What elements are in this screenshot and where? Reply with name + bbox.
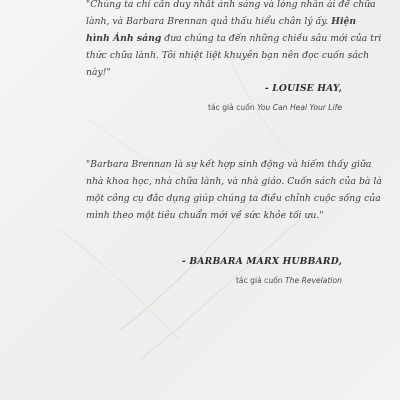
source1-title: You Can Heal Your Life bbox=[257, 103, 342, 112]
author-barbara-marx-hubbard: - BARBARA MARX HUBBARD, bbox=[181, 256, 342, 267]
source1-prefix: tác giả cuốn bbox=[208, 103, 258, 112]
source2-title: The Revelation bbox=[285, 276, 342, 285]
quote1-text-part2: đưa chúng ta đến những chiều sâu mới của tri thức chữa lành. Tôi nhiệt liệt khuyên bạn nên đọc cuốn sách này!" bbox=[86, 33, 382, 78]
book-title-highlight: Hiện hình Ánh sáng bbox=[86, 16, 357, 44]
author-louise-hay: - LOUISE HAY, bbox=[264, 83, 342, 94]
source2-prefix: tác giả cuốn bbox=[235, 276, 286, 285]
quote-louise-hay bbox=[86, 0, 382, 81]
quote-barbara-marx-hubbard: "Barbara Brennan là sự kết hợp sinh động và hiếm thấy giữa nhà khoa học, nhà chữa lành, và nhà giáo. Cuốn sách của bà là một công cụ đắc dụng giúp chúng ta điều chỉnh cuộc sống của mình theo một tiêu chuẩn mới về sức khỏe tối ưu." bbox=[86, 159, 382, 221]
source-barbara-marx-hubbard bbox=[236, 276, 342, 285]
quote1-text-part1: "Chúng ta chỉ cần duy nhất ánh sáng và lòng nhân ái để chữa lành, và Barbara Brennan quả thấu hiểu chân lý ấy. bbox=[86, 0, 376, 27]
source-louise-hay bbox=[208, 103, 342, 112]
